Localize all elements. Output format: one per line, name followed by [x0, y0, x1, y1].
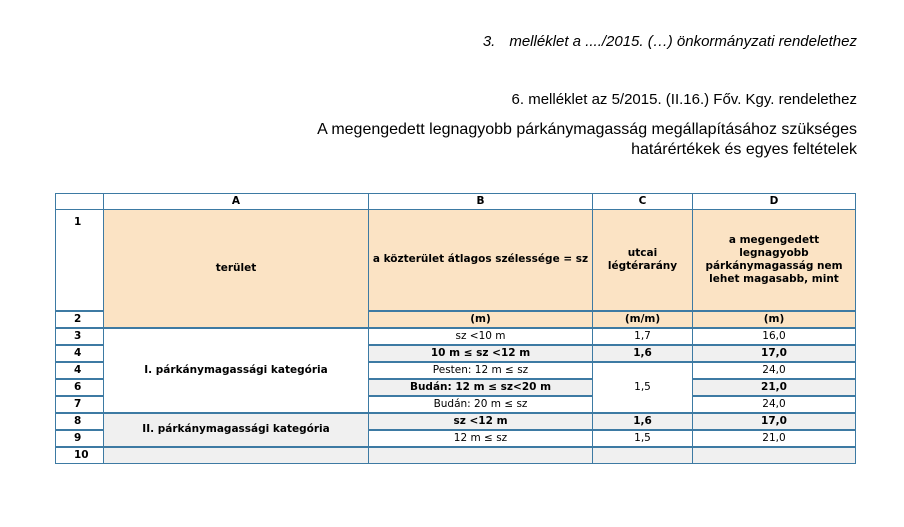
limits-table	[55, 193, 856, 464]
cell-height: 17,0	[693, 413, 856, 430]
table-row	[56, 328, 856, 345]
annex-number: 3.	[482, 33, 496, 50]
row-number: 9	[56, 430, 104, 447]
cell-width: sz <12 m	[369, 413, 593, 430]
row-number: 7	[56, 396, 104, 413]
category-1-label: I. párkánymagassági kategória	[104, 328, 369, 413]
cell-area	[104, 447, 369, 464]
annex-text: melléklet a ..../2015. (…) önkormányzati rendelethez	[509, 33, 857, 50]
row-number: 4	[56, 362, 104, 379]
column-letter-row	[56, 194, 856, 210]
cell-height: 21,0	[693, 379, 856, 396]
cell-height: 21,0	[693, 430, 856, 447]
unit-ratio: (m/m)	[593, 311, 693, 328]
col-letter-a: A	[104, 194, 369, 210]
cell-height: 17,0	[693, 345, 856, 362]
header-airspace-ratio: utcai légtérarány	[593, 210, 693, 311]
cell-ratio: 1,5	[593, 430, 693, 447]
row-number: 1	[56, 210, 104, 311]
header-max-height: a megengedett legnagyobb párkánymagasság nem lehet magasabb, mint	[693, 210, 856, 311]
decree-reference: 6. melléklet az 5/2015. (II.16.) Főv. Kgy. rendelethez	[511, 91, 857, 108]
annex-reference	[483, 33, 857, 50]
category-2-label: II. párkánymagassági kategória	[104, 413, 369, 447]
row-number: 10	[56, 447, 104, 464]
cell-width: Budán: 12 m ≤ sz<20 m	[369, 379, 593, 396]
row-number: 3	[56, 328, 104, 345]
cell-ratio: 1,7	[593, 328, 693, 345]
title-line-2: határértékek és egyes feltételek	[631, 141, 857, 158]
cell-ratio: 1,6	[593, 413, 693, 430]
header-row-1	[56, 210, 856, 311]
cell-width	[369, 447, 593, 464]
cell-height: 24,0	[693, 362, 856, 379]
row-number: 2	[56, 311, 104, 328]
title-line-1: A megengedett legnagyobb párkánymagasság megállapításához szükséges	[317, 121, 857, 138]
cell-height: 24,0	[693, 396, 856, 413]
table-row	[56, 413, 856, 430]
col-letter-d: D	[693, 194, 856, 210]
header-street-width: a közterület átlagos szélessége = sz	[369, 210, 593, 311]
table-row	[56, 447, 856, 464]
cell-width: 10 m ≤ sz <12 m	[369, 345, 593, 362]
cell-ratio	[593, 447, 693, 464]
cell-ratio-merged: 1,5	[593, 362, 693, 413]
col-letter-c: C	[593, 194, 693, 210]
cell-height	[693, 447, 856, 464]
unit-height: (m)	[693, 311, 856, 328]
cell-width: Budán: 20 m ≤ sz	[369, 396, 593, 413]
row-number: 8	[56, 413, 104, 430]
cell-ratio: 1,6	[593, 345, 693, 362]
unit-width: (m)	[369, 311, 593, 328]
cell-width: Pesten: 12 m ≤ sz	[369, 362, 593, 379]
cell-width: sz <10 m	[369, 328, 593, 345]
cell-height: 16,0	[693, 328, 856, 345]
header-area: terület	[104, 210, 369, 328]
row-number: 4	[56, 345, 104, 362]
col-letter-b: B	[369, 194, 593, 210]
row-number: 6	[56, 379, 104, 396]
cell-width: 12 m ≤ sz	[369, 430, 593, 447]
corner-cell	[56, 194, 104, 210]
